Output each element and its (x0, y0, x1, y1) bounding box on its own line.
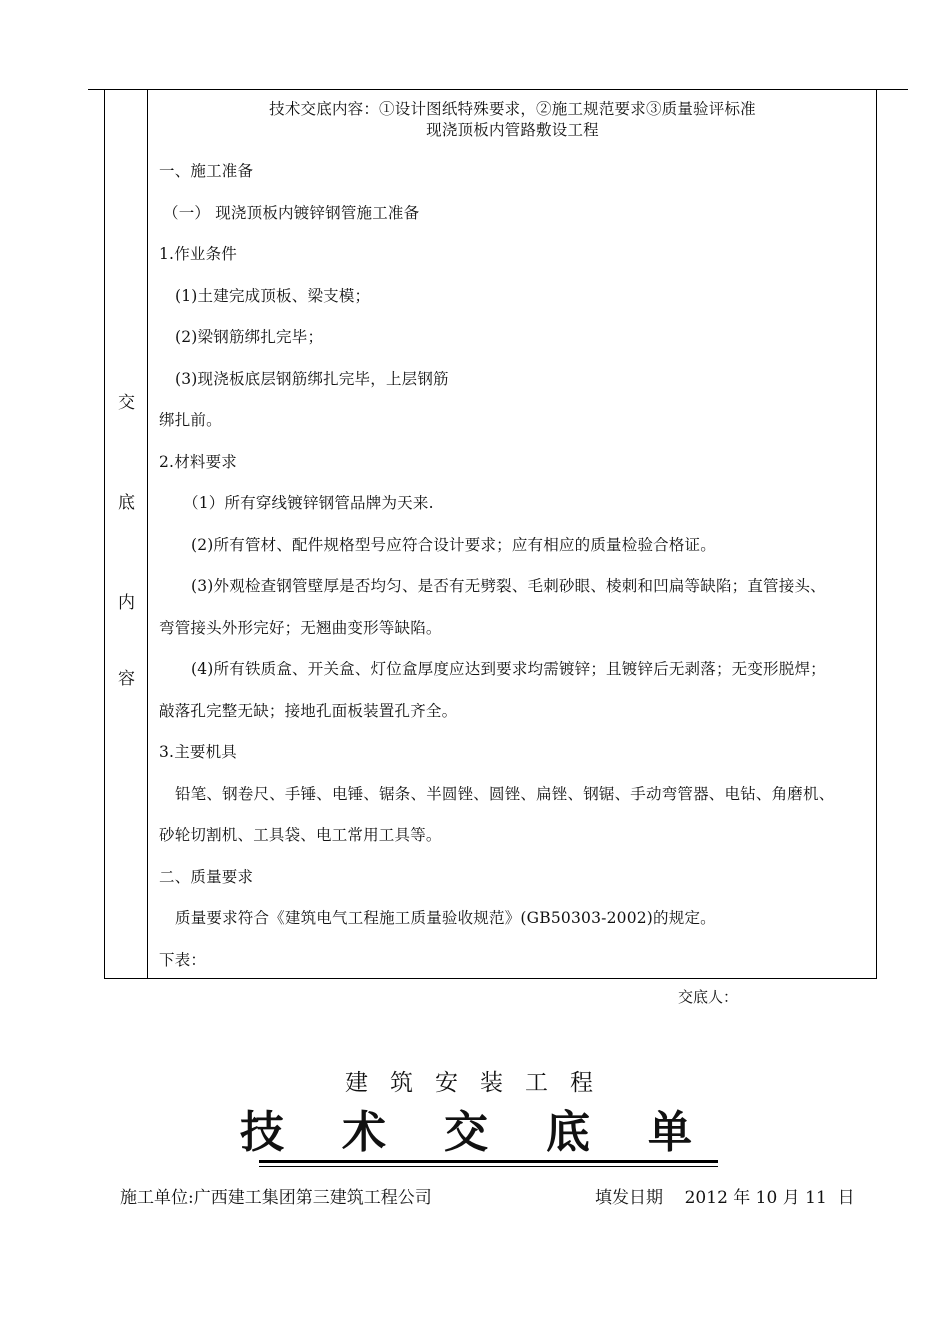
form-title: 技术交底单 (240, 1107, 750, 1158)
subsection-heading: （一） 现浇顶板内镀锌钢管施工准备 (163, 204, 420, 222)
side-label-char: 底 (118, 493, 135, 513)
content-line: 砂轮切割机、工具袋、电工常用工具等。 (159, 826, 442, 844)
content-line: 铅笔、钢卷尺、手锤、电锤、锯条、半圆锉、圆锉、扁锉、钢锯、手动弯管器、电钻、角磨机、 (175, 785, 835, 803)
content-line: 质量要求符合《建筑电气工程施工质量验收规范》(GB50303-2002)的规定。 (175, 909, 716, 927)
content-subheader: 现浇顶板内管路敷设工程 (426, 121, 599, 139)
item-heading: 1.作业条件 (159, 245, 237, 263)
content-line: (2)梁钢筋绑扎完毕； (175, 328, 324, 346)
content-line: 下表： (159, 951, 207, 969)
side-label-char: 容 (118, 669, 135, 689)
form-subtitle: 建筑安装工程 (345, 1070, 615, 1096)
disclosure-table (104, 89, 877, 979)
content-line: 弯管接头外形完好；无翘曲变形等缺陷。 (159, 619, 442, 637)
content-line: (3)现浇板底层钢筋绑扎完毕，上层钢筋 (175, 370, 449, 388)
construction-unit: 施工单位:广西建工集团第三建筑工程公司 (120, 1188, 432, 1208)
content-line: 敲落孔完整无缺；接地孔面板装置孔齐全。 (159, 702, 458, 720)
content-line: (3)外观检查钢管壁厚是否均匀、是否有无劈裂、毛刺砂眼、棱刺和凹扁等缺陷；直管接头、 (191, 577, 826, 595)
side-label-column (105, 90, 148, 978)
section-heading: 一、施工准备 (159, 162, 254, 180)
content-line: (2)所有管材、配件规格型号应符合设计要求；应有相应的质量检验合格证。 (191, 536, 716, 554)
disclosure-content (149, 90, 876, 978)
side-label-char: 内 (118, 593, 135, 613)
title-underline-thin (259, 1166, 718, 1167)
signer-label: 交底人： (678, 988, 739, 1006)
title-underline-thick (259, 1160, 718, 1163)
content-line: 绑扎前。 (159, 411, 222, 429)
content-line: （1）所有穿线镀锌钢管品牌为天来. (183, 494, 434, 512)
item-heading: 2.材料要求 (159, 453, 237, 471)
content-line: (4)所有铁质盒、开关盒、灯位盒厚度应达到要求均需镀锌；且镀锌后无剥落；无变形脱焊； (191, 660, 826, 678)
section-heading: 二、质量要求 (159, 868, 254, 886)
content-line: (1)土建完成顶板、梁支模； (175, 287, 371, 305)
issue-date: 填发日期 2012 年 10 月 11 日 (595, 1188, 855, 1208)
item-heading: 3.主要机具 (159, 743, 237, 761)
content-header: 技术交底内容：①设计图纸特殊要求，②施工规范要求③质量验评标准 (269, 100, 756, 118)
side-label-char: 交 (118, 393, 135, 413)
